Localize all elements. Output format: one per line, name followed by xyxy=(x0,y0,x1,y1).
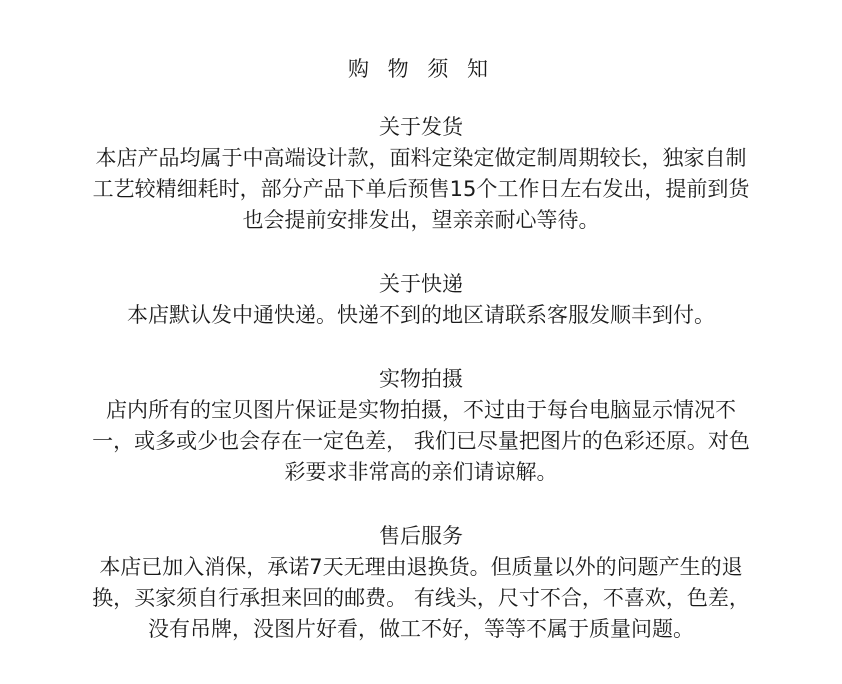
section-title: 售后服务 xyxy=(379,524,463,548)
section-text-line: 也会提前安排发出，望亲亲耐心等待。 xyxy=(242,208,600,232)
section-text-line: 店内所有的宝贝图片保证是实物拍摄，不过由于每台电脑显示情况不 xyxy=(106,398,736,422)
section-after-sales xyxy=(0,521,842,645)
section-text-line: 本店产品均属于中高端设计款，面料定染定做定制周期较长，独家自制 xyxy=(95,146,747,170)
section-text-line: 没有吊牌，没图片好看，做工不好，等等不属于质量问题。 xyxy=(148,617,694,641)
section-title: 实物拍摄 xyxy=(379,367,463,391)
section-title: 关于快递 xyxy=(379,272,463,296)
section-text-line: 本店已加入消保，承诺7天无理由退换货。但质量以外的问题产生的退 xyxy=(99,555,743,579)
section-text-line: 本店默认发中通快递。快递不到的地区请联系客服发顺丰到付。 xyxy=(127,303,715,327)
section-text-line: 换，买家须自行承担来回的邮费。 有线头，尺寸不合，不喜欢，色差， xyxy=(92,586,750,610)
section-photography xyxy=(0,364,842,488)
section-title: 关于发货 xyxy=(379,115,463,139)
section-express xyxy=(0,269,842,331)
section-text-line: 一，或多或少也会存在一定色差， 我们已尽量把图片的色彩还原。对色 xyxy=(92,429,750,453)
section-text-line: 彩要求非常高的亲们请谅解。 xyxy=(284,460,558,484)
page-title: 购 物 须 知 xyxy=(347,57,495,81)
section-shipping xyxy=(0,112,842,236)
section-text-line: 工艺较精细耗时，部分产品下单后预售15个工作日左右发出，提前到货 xyxy=(92,177,750,201)
